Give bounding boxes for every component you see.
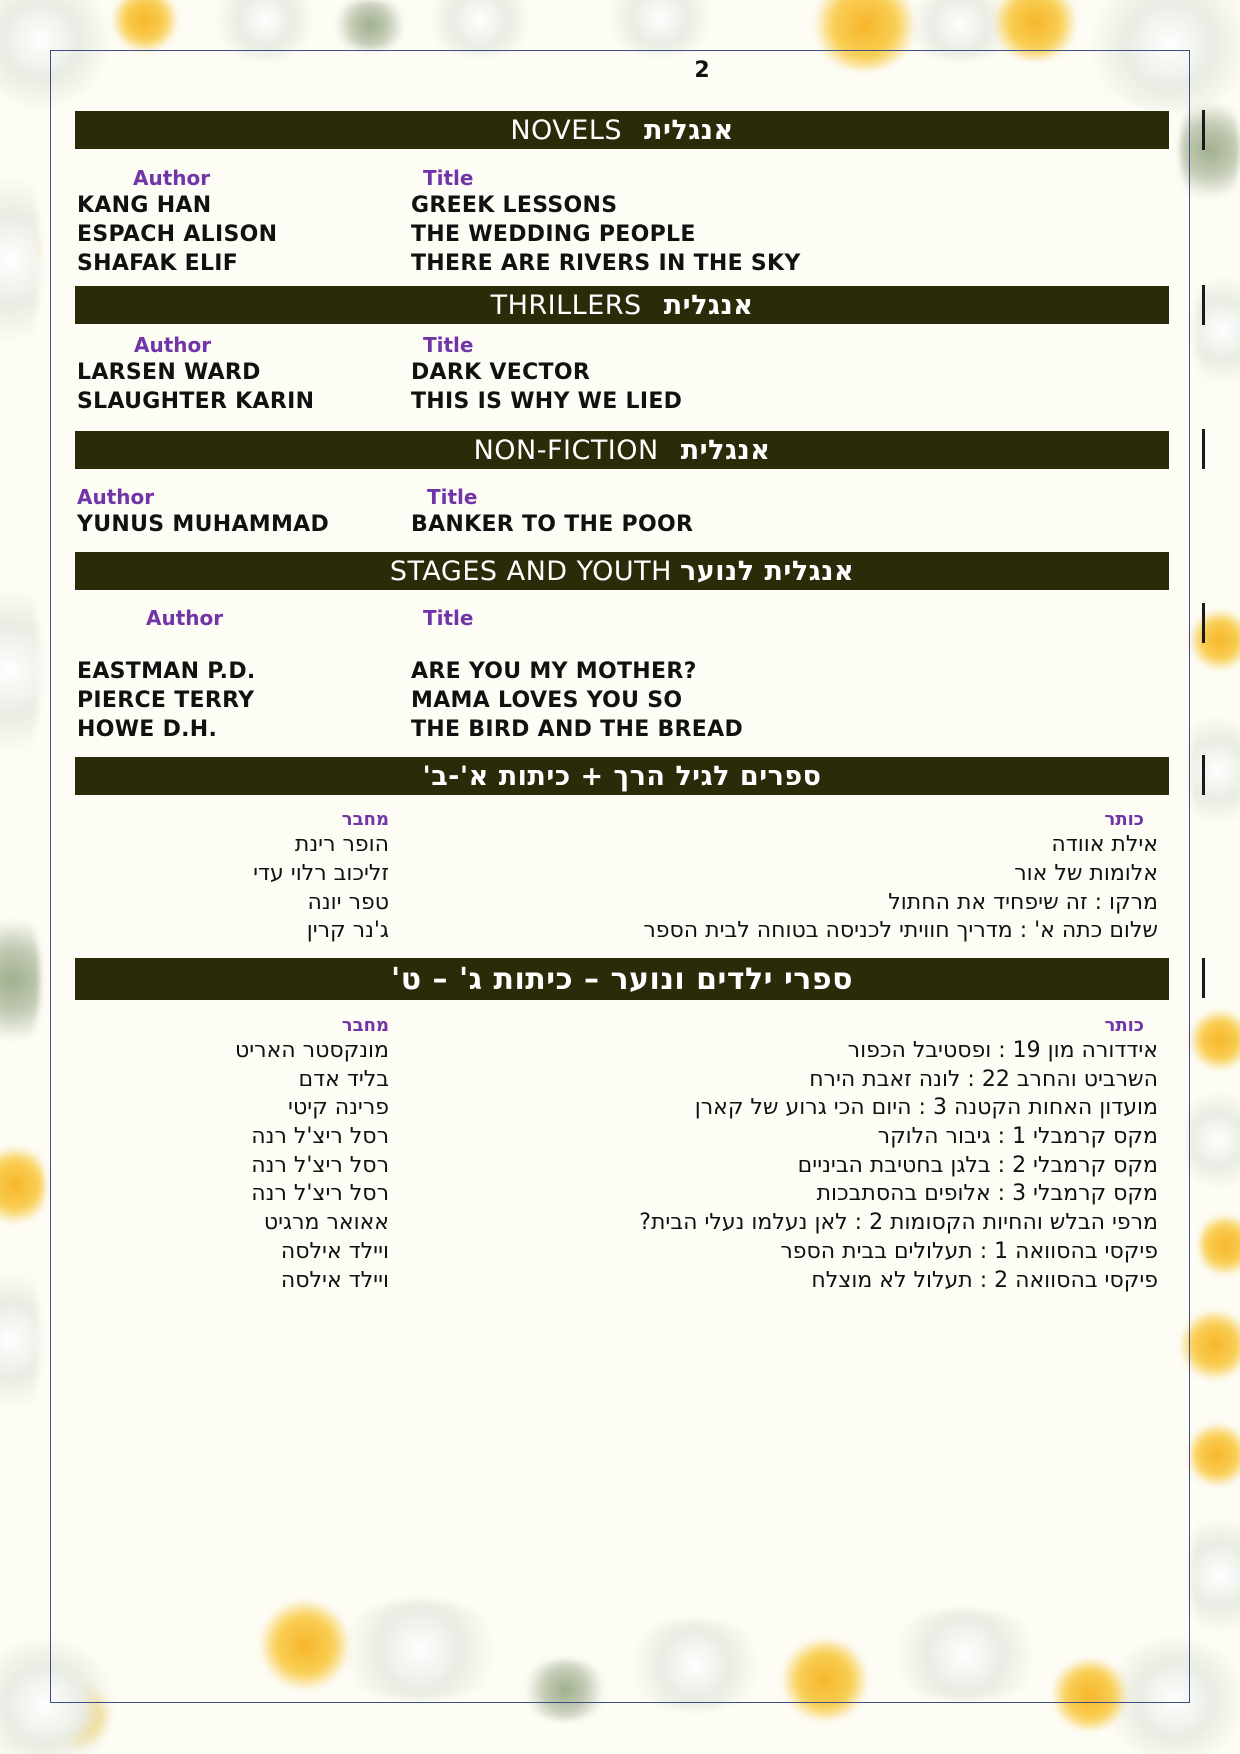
book-author: פרינה קיטי xyxy=(288,1095,389,1120)
section-header-youth xyxy=(75,552,1169,590)
book-author: רסל ריצ'ל רנה xyxy=(251,1124,389,1149)
book-author: ויילד אילסה xyxy=(280,1268,389,1293)
title-column-header: כותר xyxy=(1104,1015,1144,1036)
book-author: טפר יונה xyxy=(307,890,389,915)
book-title: מרקו : זה שיפחיד את החתול xyxy=(888,890,1158,915)
book-author: בליד אדם xyxy=(298,1067,389,1092)
section-title-en: THRILLERS xyxy=(490,289,642,321)
book-title: מועדון האחות הקטנה 3 : היום הכי גרוע של קארן xyxy=(694,1095,1158,1120)
book-title: DARK VECTOR xyxy=(411,360,591,385)
book-author: SHAFAK ELIF xyxy=(77,251,239,276)
section-header-early-childhood xyxy=(75,757,1169,795)
book-title: THE BIRD AND THE BREAD xyxy=(411,717,744,742)
book-title: אידדורה מון 19 : ופסטיבל הכפור xyxy=(847,1038,1158,1063)
section-title-he: אנגלית לנוער xyxy=(679,555,855,587)
section-title-he: אנגלית xyxy=(644,114,734,146)
book-author: רסל ריצ'ל רנה xyxy=(251,1181,389,1206)
book-title: מקס קרמבלי 1 : גיבור הלוקר xyxy=(877,1124,1158,1149)
book-title: GREEK LESSONS xyxy=(411,193,618,218)
book-title: שלום כתה א' : מדריך חוויתי לכניסה בטוחה לבית הספר xyxy=(643,918,1158,943)
book-title: THE WEDDING PEOPLE xyxy=(411,222,696,247)
section-title-he: ספרים לגיל הרך + כיתות א'-ב' xyxy=(422,760,822,792)
book-title: מרפי הבלש והחיות הקסומות 2 : לאן נעלמו נעלי הבית? xyxy=(639,1210,1158,1235)
section-header-nonfiction xyxy=(75,431,1169,469)
author-column-header: Author xyxy=(146,606,224,630)
margin-mark xyxy=(1202,755,1205,795)
title-column-header: Title xyxy=(423,166,474,190)
book-author: רסל ריצ'ל רנה xyxy=(251,1153,389,1178)
book-author: אאואר מרגיט xyxy=(263,1210,389,1235)
book-title: מקס קרמבלי 3 : אלופים בהסתבכות xyxy=(816,1181,1158,1206)
title-column-header: Title xyxy=(423,606,474,630)
book-author: SLAUGHTER KARIN xyxy=(77,389,315,414)
book-author: ויילד אילסה xyxy=(280,1239,389,1264)
book-author: HOWE D.H. xyxy=(77,717,218,742)
section-header-novels xyxy=(75,111,1169,149)
book-author: PIERCE TERRY xyxy=(77,688,255,713)
book-title: פיקסי בהסוואה 1 : תעלולים בבית הספר xyxy=(780,1239,1158,1264)
book-title: ARE YOU MY MOTHER? xyxy=(411,659,697,684)
section-title-en: NON-FICTION xyxy=(473,434,659,466)
book-title: אלומות של אור xyxy=(1014,861,1158,886)
book-title: אילת אוודה xyxy=(1051,832,1158,857)
book-title: BANKER TO THE POOR xyxy=(411,512,694,537)
author-column-header: Author xyxy=(133,166,211,190)
title-column-header: Title xyxy=(423,333,474,357)
section-title-he: אנגלית xyxy=(663,289,754,321)
book-author: LARSEN WARD xyxy=(77,360,261,385)
author-column-header: Author xyxy=(134,333,212,357)
book-title: THIS IS WHY WE LIED xyxy=(411,389,683,414)
page-number: 2 xyxy=(694,58,710,83)
section-title-en: NOVELS xyxy=(510,114,622,146)
book-title: השרביט והחרב 22 : לונה זאבת הירח xyxy=(809,1067,1158,1092)
margin-mark xyxy=(1202,285,1205,325)
book-author: זליכוב רלוי עדי xyxy=(253,861,389,886)
title-column-header: Title xyxy=(427,485,478,509)
book-title: THERE ARE RIVERS IN THE SKY xyxy=(411,251,801,276)
book-author: ג'נר קרין xyxy=(306,918,389,943)
book-title: MAMA LOVES YOU SO xyxy=(411,688,683,713)
book-author: ESPACH ALISON xyxy=(77,222,278,247)
title-column-header: כותר xyxy=(1104,809,1144,830)
book-title: פיקסי בהסוואה 2 : תעלול לא מוצלח xyxy=(811,1268,1158,1293)
author-column-header: מחבר xyxy=(341,809,389,830)
section-title-he: ספרי ילדים ונוער – כיתות ג' – ט' xyxy=(391,961,853,997)
margin-mark xyxy=(1202,958,1205,998)
book-author: EASTMAN P.D. xyxy=(77,659,256,684)
book-author: KANG HAN xyxy=(77,193,212,218)
section-header-thrillers xyxy=(75,286,1169,324)
margin-mark xyxy=(1202,110,1205,150)
author-column-header: Author xyxy=(77,485,155,509)
book-author: הופר רינת xyxy=(294,832,389,857)
book-author: מונקסטר האריט xyxy=(235,1038,389,1063)
book-title: מקס קרמבלי 2 : בלגן בחטיבת הביניים xyxy=(797,1153,1158,1178)
book-author: YUNUS MUHAMMAD xyxy=(77,512,330,537)
margin-mark xyxy=(1202,429,1205,469)
section-header-kids-youth xyxy=(75,958,1169,1000)
author-column-header: מחבר xyxy=(341,1015,389,1036)
section-title-en: STAGES AND YOUTH xyxy=(389,555,672,587)
margin-mark xyxy=(1202,603,1205,643)
section-title-he: אנגלית xyxy=(680,434,771,466)
